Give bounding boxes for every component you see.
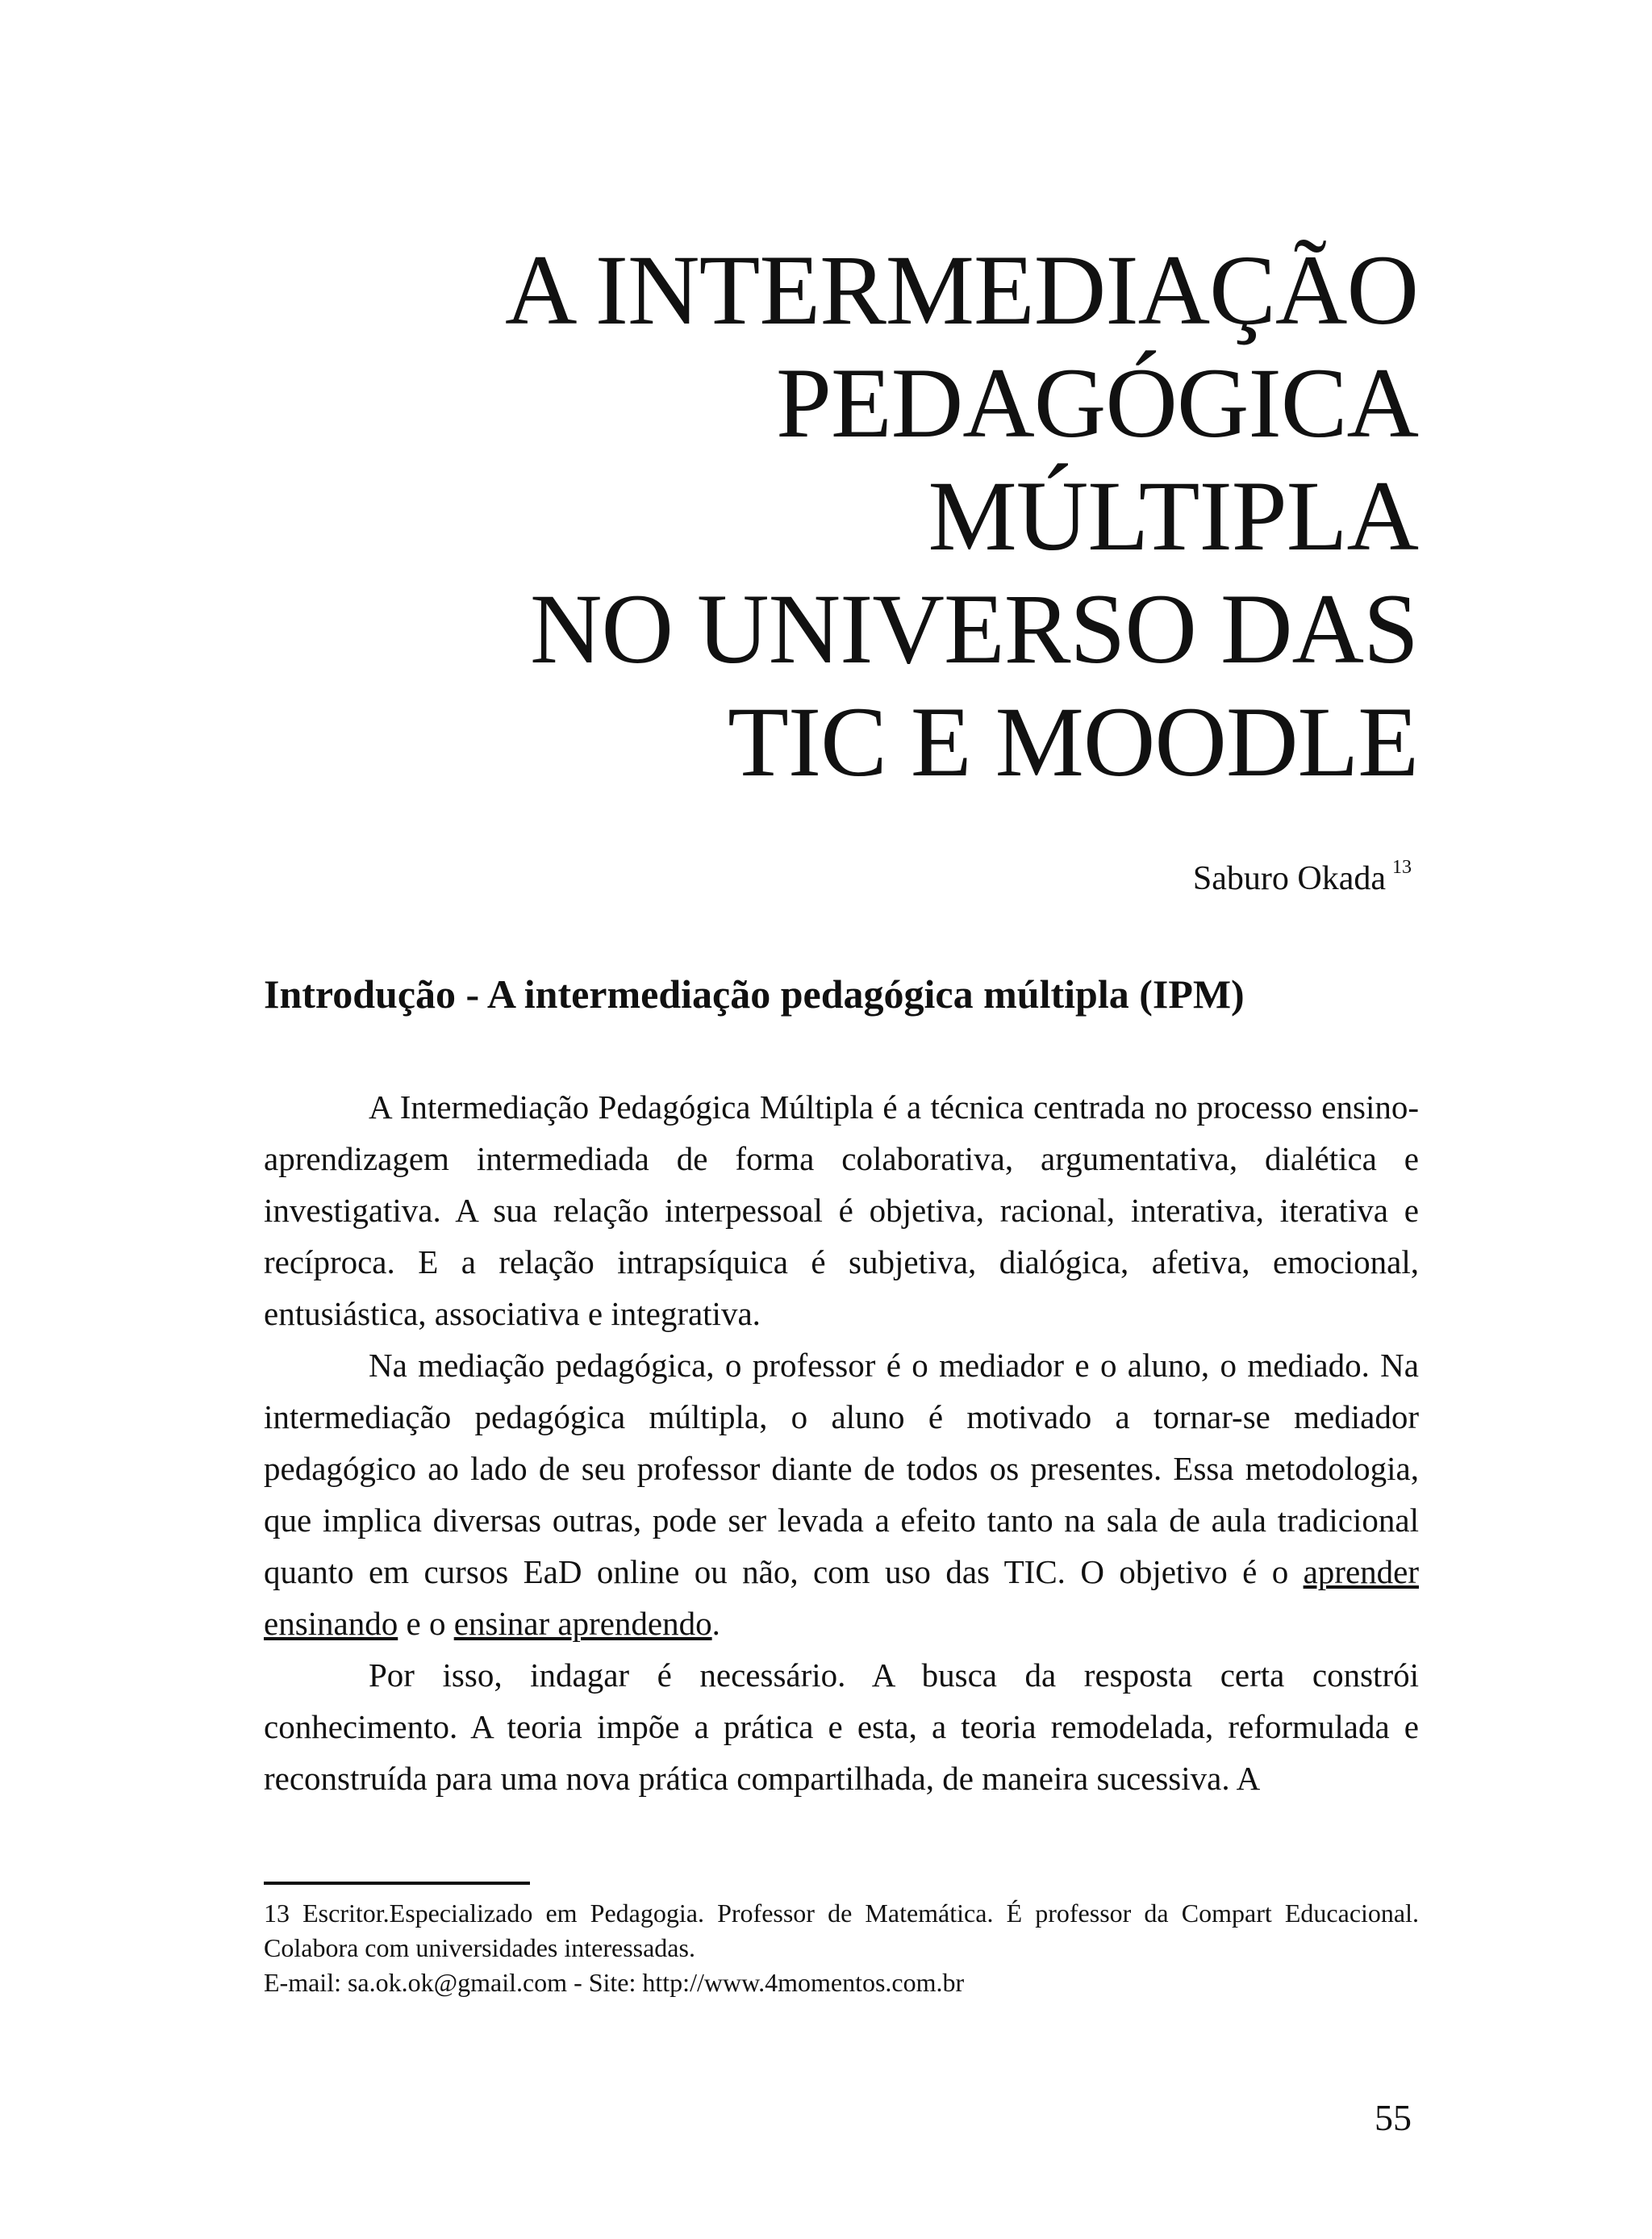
- title-line-2: PEDAGÓGICA: [776, 348, 1418, 458]
- paragraph-3: Por isso, indagar é necessário. A busca da resposta certa constrói conhecimento. A teoria impõe a prática e esta, a teoria remodelada, reformulada e reconstruída para uma nova prática compartilhada, de maneira sucessiva. A: [264, 1656, 1419, 1797]
- author-line: [1193, 847, 1412, 899]
- title-line-1: A INTERMEDIAÇÃO: [505, 235, 1418, 345]
- footnote-divider: [264, 1882, 530, 1885]
- paragraph-1: A Intermediação Pedagógica Múltipla é a técnica centrada no processo ensino-aprendizagem intermediada de forma colaborativa, argumentativa, dialética e investigativa. A sua relação interpessoal é objetiva, racional, interativa, iterativa e recíproca. E a relação intrapsíquica é subjetiva, dialógica, afetiva, emocional, entusiástica, associativa e integrativa.: [264, 1088, 1419, 1332]
- page-number: 55: [1375, 2097, 1412, 2138]
- chapter-title: [505, 234, 1418, 799]
- paragraph-2: [264, 1339, 1419, 1649]
- author-footnote-ref[interactable]: 13: [1392, 857, 1412, 878]
- title-line-5: TIC E MOODLE: [728, 687, 1418, 797]
- footnote-contact: E-mail: sa.ok.ok@gmail.com - Site: http://www.4momentos.com.br: [264, 1968, 965, 1997]
- paragraph-2-connector: e o: [398, 1605, 454, 1642]
- author-name: Saburo Okada: [1192, 860, 1386, 897]
- title-line-4: NO UNIVERSO DAS: [529, 574, 1418, 684]
- paragraph-2-end: .: [711, 1605, 720, 1642]
- paragraph-2-text: Na mediação pedagógica, o professor é o mediador e o aluno, o mediado. Na intermediação pedagógica múltipla, o aluno é motivado a tornar-se mediador pedagógico ao lado de seu professor diante de todos os presentes. Essa metodologia, que implica diversas outras, pode ser levada a efeito tanto na sala de aula tradicional quanto em cursos EaD online ou não, com uso das TIC. O objetivo é o: [264, 1347, 1419, 1590]
- footnote-text: 13 Escritor.Especializado em Pedagogia. Professor de Matemática. É professor da Compart Educacional. Colabora com universidades interessadas.: [264, 1899, 1419, 1962]
- section-heading: Introdução - A intermediação pedagógica múltipla (IPM): [264, 971, 1245, 1017]
- footnote-block: [264, 1896, 1419, 2000]
- underlined-phrase-aprender-ensinando: aprender ensinando: [264, 1553, 1419, 1642]
- body-text: [264, 1081, 1419, 1804]
- title-line-3: MÚLTIPLA: [928, 461, 1418, 571]
- underlined-phrase-ensinar-aprendendo: ensinar aprendendo: [453, 1605, 712, 1642]
